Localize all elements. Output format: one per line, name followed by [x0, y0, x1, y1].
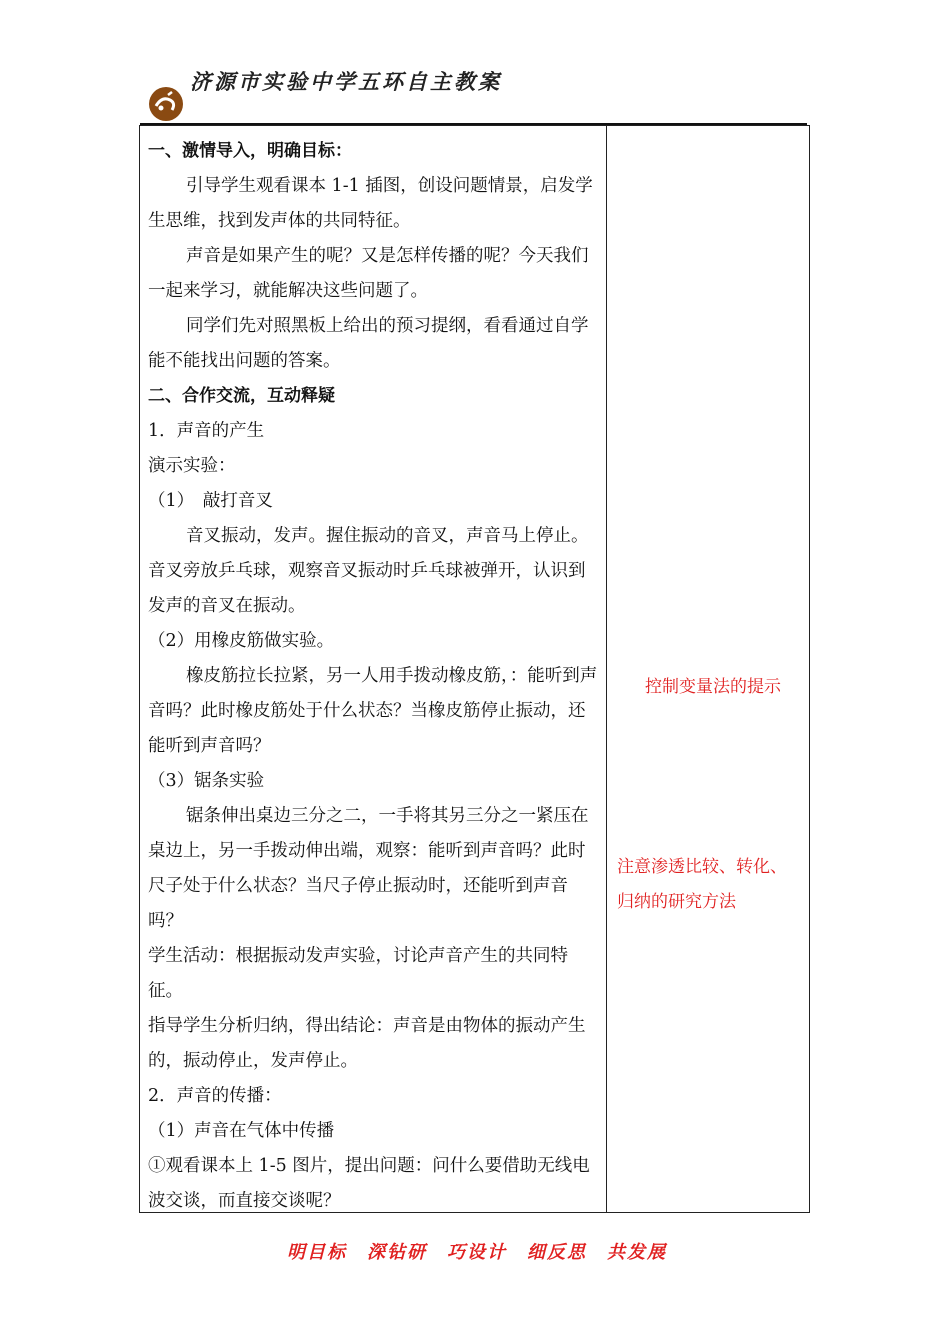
column-divider: [606, 125, 607, 1213]
content-paragraph: （3）锯条实验: [148, 771, 265, 791]
content-paragraph: 锯条伸出桌边三分之二，一手将其另三分之一紧压在桌边上，另一手拨动伸出端，观察：能听到声音吗？此时尺子处于什么状态？当尺子停止振动时，还能听到声音吗？: [148, 806, 589, 931]
section-heading: 一、激情导入，明确目标：: [148, 141, 352, 161]
content-paragraph: 学生活动：根据振动发声实验，讨论声音产生的共同特征。: [148, 946, 568, 1001]
school-logo-icon: [148, 86, 184, 122]
content-paragraph: （2）用橡皮筋做实验。: [148, 631, 335, 651]
content-paragraph: 引导学生观看课本 1-1 插图，创设问题情景，启发学生思维，找到发声体的共同特征。: [148, 176, 593, 231]
content-paragraph: 同学们先对照黑板上给出的预习提纲，看看通过自学能不能找出问题的答案。: [148, 316, 589, 371]
content-paragraph: （1）声音在气体中传播: [148, 1121, 335, 1141]
content-paragraph: 声音是如果产生的呢？又是怎样传播的呢？今天我们一起来学习，就能解决这些问题了。: [148, 246, 589, 301]
page-footer-slogan: 明目标 深钻研 巧设计 细反思 共发展: [287, 1242, 667, 1263]
section-heading: 二、合作交流，互动释疑: [148, 386, 335, 406]
content-paragraph: 指导学生分析归纳，得出结论：声音是由物体的振动产生的，振动停止，发声停止。: [148, 1016, 586, 1071]
lesson-content: [148, 134, 600, 1219]
content-paragraph: 1．声音的产生: [148, 421, 265, 441]
content-paragraph: 演示实验：: [148, 456, 236, 476]
content-paragraph: （1） 敲打音叉: [148, 491, 273, 511]
content-paragraph: 音叉振动，发声。握住振动的音叉，声音马上停止。音叉旁放乒乓球，观察音叉振动时乒乓球被弹开，认识到发声的音叉在振动。: [148, 526, 589, 616]
side-note-control-variable: 控制变量法的提示: [645, 677, 781, 697]
page-header-title: 济源市实验中学五环自主教案: [190, 69, 502, 94]
side-note-research-methods: 注意渗透比较、转化、归纳的研究方法: [617, 857, 787, 912]
content-paragraph: 2．声音的传播：: [148, 1086, 282, 1106]
content-paragraph: 橡皮筋拉长拉紧，另一人用手拨动橡皮筋，：能听到声音吗？此时橡皮筋处于什么状态？当橡皮筋停止振动，还能听到声音吗？: [148, 666, 598, 756]
content-paragraph: ①观看课本上 1-5 图片，提出问题：问什么要借助无线电波交谈，而直接交谈呢？: [148, 1156, 590, 1211]
